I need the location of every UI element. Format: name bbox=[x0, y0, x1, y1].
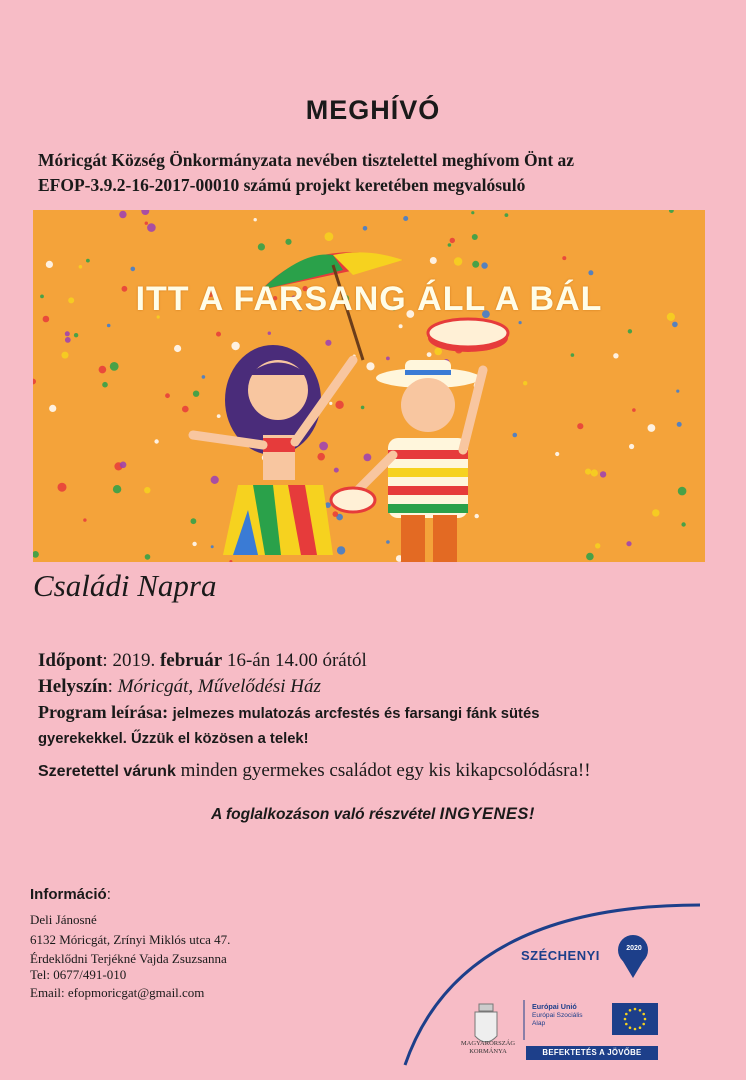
welcome-rest: minden gyermekes családot egy kis kikapcsolódásra!! bbox=[180, 760, 591, 781]
event-title: Családi Napra bbox=[33, 568, 217, 603]
eu-slogan: BEFEKTETÉS A JÖVŐBE bbox=[526, 1046, 658, 1060]
info-heading: Információ: bbox=[30, 886, 111, 903]
time-line: Időpont: 2019. február 16-án 14.00 órától bbox=[38, 650, 367, 671]
szechenyi-pin-icon bbox=[618, 935, 648, 978]
intro-line-2: EFOP-3.9.2-16-2017-00010 számú projekt keretében megvalósuló bbox=[38, 175, 526, 195]
info-heading-text: Információ bbox=[30, 886, 107, 903]
eu-flag-icon bbox=[612, 1003, 658, 1035]
szechenyi-logo-text: SZÉCHENYI bbox=[521, 948, 600, 963]
info-phone: Tel: 0677/491-010 bbox=[30, 967, 127, 982]
free-note-text: A foglalkozáson való részvétel bbox=[211, 806, 436, 823]
carnival-banner-image bbox=[33, 210, 705, 562]
free-note bbox=[0, 805, 746, 824]
place-value: Móricgát, Művelődési Ház bbox=[117, 676, 321, 697]
eu-text bbox=[532, 1003, 583, 1029]
info-name: Deli Jánosné bbox=[30, 912, 97, 927]
place-line: Helyszín: Móricgát, Művelődési Ház bbox=[38, 676, 321, 697]
time-month: február bbox=[159, 650, 223, 671]
time-year: 2019. bbox=[112, 650, 156, 671]
szechenyi-year: 2020 bbox=[626, 945, 642, 952]
info-address: 6132 Móricgát, Zrínyi Miklós utca 47. bbox=[30, 932, 231, 947]
eu-line-2: Európai Szociális bbox=[532, 1011, 583, 1019]
info-email: Email: efopmoricgat@gmail.com bbox=[30, 985, 205, 1000]
time-rest: 16-án 14.00 órától bbox=[226, 650, 367, 671]
program-text-1: jelmezes mulatozás arcfestés és farsangi fánk sütés bbox=[172, 706, 540, 722]
program-line-1 bbox=[38, 702, 539, 723]
eu-line-3: Alap bbox=[532, 1020, 546, 1027]
welcome-bold: Szeretettel várunk bbox=[38, 763, 176, 780]
government-logo-text: MAGYARORSZÁG KORMÁNYA bbox=[460, 1040, 516, 1055]
program-text-2: gyerekekkel. Űzzük el közösen a telek! bbox=[38, 731, 309, 747]
intro-line-1: Móricgát Község Önkormányzata nevében tisztelettel meghívom Önt az bbox=[38, 150, 575, 170]
banner-headline: ITT A FARSANG ÁLL A BÁL bbox=[135, 280, 603, 318]
carnival-illustration bbox=[33, 210, 705, 562]
info-contact: Érdeklődni Terjékné Vajda Zsuzsanna bbox=[30, 951, 227, 966]
free-note-highlight: INGYENES! bbox=[439, 805, 535, 823]
welcome-line bbox=[38, 760, 591, 782]
time-label: Időpont bbox=[38, 650, 103, 671]
hungarian-coat-of-arms-icon bbox=[475, 1004, 497, 1042]
girl-figure bbox=[193, 345, 353, 555]
boy-figure bbox=[353, 360, 483, 562]
eu-line-1: Európai Unió bbox=[532, 1002, 577, 1011]
invitation-title: MEGHÍVÓ bbox=[305, 95, 441, 125]
program-label: Program leírása: bbox=[38, 702, 169, 722]
place-label: Helyszín bbox=[38, 676, 108, 697]
